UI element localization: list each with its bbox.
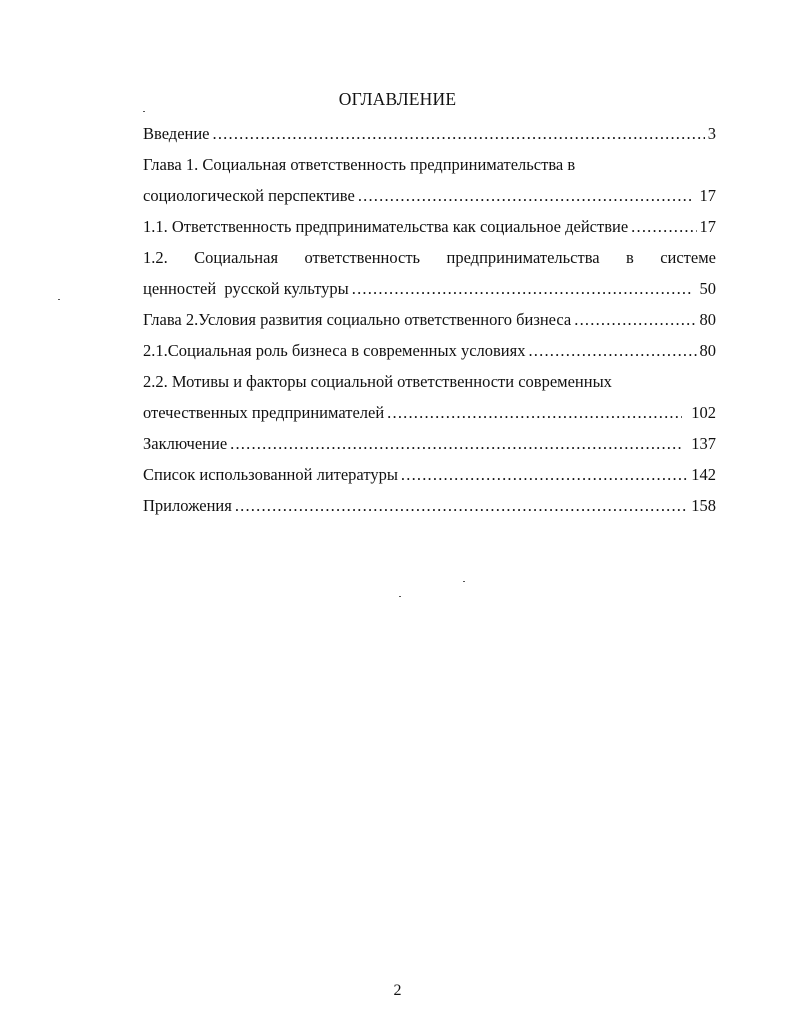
toc-leader-dots	[401, 459, 688, 490]
page-number: 2	[393, 982, 402, 999]
table-of-contents	[143, 118, 716, 521]
toc-leader-dots	[230, 428, 682, 459]
toc-entry-text: Заключение	[143, 434, 228, 453]
scan-speck	[143, 111, 145, 112]
toc-page-number: 158	[691, 496, 716, 515]
toc-page-number: 80	[699, 310, 716, 329]
toc-leader-dots	[235, 490, 688, 521]
toc-entry-text: социологической перспективе	[143, 186, 355, 205]
toc-entry-text: Глава 1. Социальная ответственность предпринимательства в	[143, 155, 576, 174]
toc-entry-section-2-2[interactable]	[143, 366, 716, 397]
scan-speck	[399, 596, 401, 597]
scan-speck	[58, 299, 60, 300]
toc-entry-chapter-1[interactable]	[143, 149, 716, 180]
toc-entry-text: Введение	[143, 124, 210, 143]
toc-page-number: 142	[691, 465, 716, 484]
page-title: ОГЛАВЛЕНИЕ	[338, 89, 457, 109]
toc-entry-section-1-2-cont[interactable]	[143, 273, 716, 304]
toc-entry-text: отечественных предпринимателей	[143, 403, 385, 422]
toc-entry-text: 1.2. Социальная ответственность предпринимательства в системе	[143, 248, 716, 267]
toc-leader-dots	[358, 180, 691, 211]
toc-page-number: 80	[699, 341, 716, 360]
toc-leader-dots	[352, 273, 691, 304]
toc-entry-introduction[interactable]	[143, 118, 716, 149]
toc-entry-conclusion[interactable]	[143, 428, 716, 459]
toc-page-number: 137	[691, 434, 716, 453]
toc-page-number: 3	[707, 124, 716, 143]
toc-page-number: 17	[699, 186, 716, 205]
scan-speck	[463, 581, 465, 582]
toc-entry-section-1-2[interactable]	[143, 242, 716, 273]
toc-entry-chapter-2[interactable]	[143, 304, 716, 335]
toc-entry-text: 2.2. Мотивы и факторы социальной ответственности современных	[143, 372, 612, 391]
toc-entry-text: Глава 2.Условия развития социально ответственного бизнеса	[143, 310, 572, 329]
toc-entry-section-2-2-cont[interactable]	[143, 397, 716, 428]
toc-entry-bibliography[interactable]	[143, 459, 716, 490]
toc-leader-dots	[213, 118, 705, 149]
toc-page-number: 102	[691, 403, 716, 422]
toc-entry-text: 2.1.Социальная роль бизнеса в современных условиях	[143, 341, 526, 360]
toc-leader-dots	[574, 304, 696, 335]
toc-leader-dots	[631, 211, 696, 242]
toc-entry-text: Приложения	[143, 496, 232, 515]
toc-entry-section-1-1[interactable]	[143, 211, 716, 242]
toc-entry-text: 1.1. Ответственность предпринимательства как социальное действие	[143, 217, 629, 236]
toc-entry-appendices[interactable]	[143, 490, 716, 521]
toc-page-number: 50	[699, 279, 716, 298]
toc-entry-text: Список использованной литературы	[143, 465, 398, 484]
toc-entry-chapter-1-cont[interactable]	[143, 180, 716, 211]
toc-leader-dots	[528, 335, 696, 366]
toc-entry-section-2-1[interactable]	[143, 335, 716, 366]
toc-page-number: 17	[699, 217, 716, 236]
toc-entry-text: ценностей русской культуры	[143, 279, 349, 298]
toc-leader-dots	[387, 397, 682, 428]
